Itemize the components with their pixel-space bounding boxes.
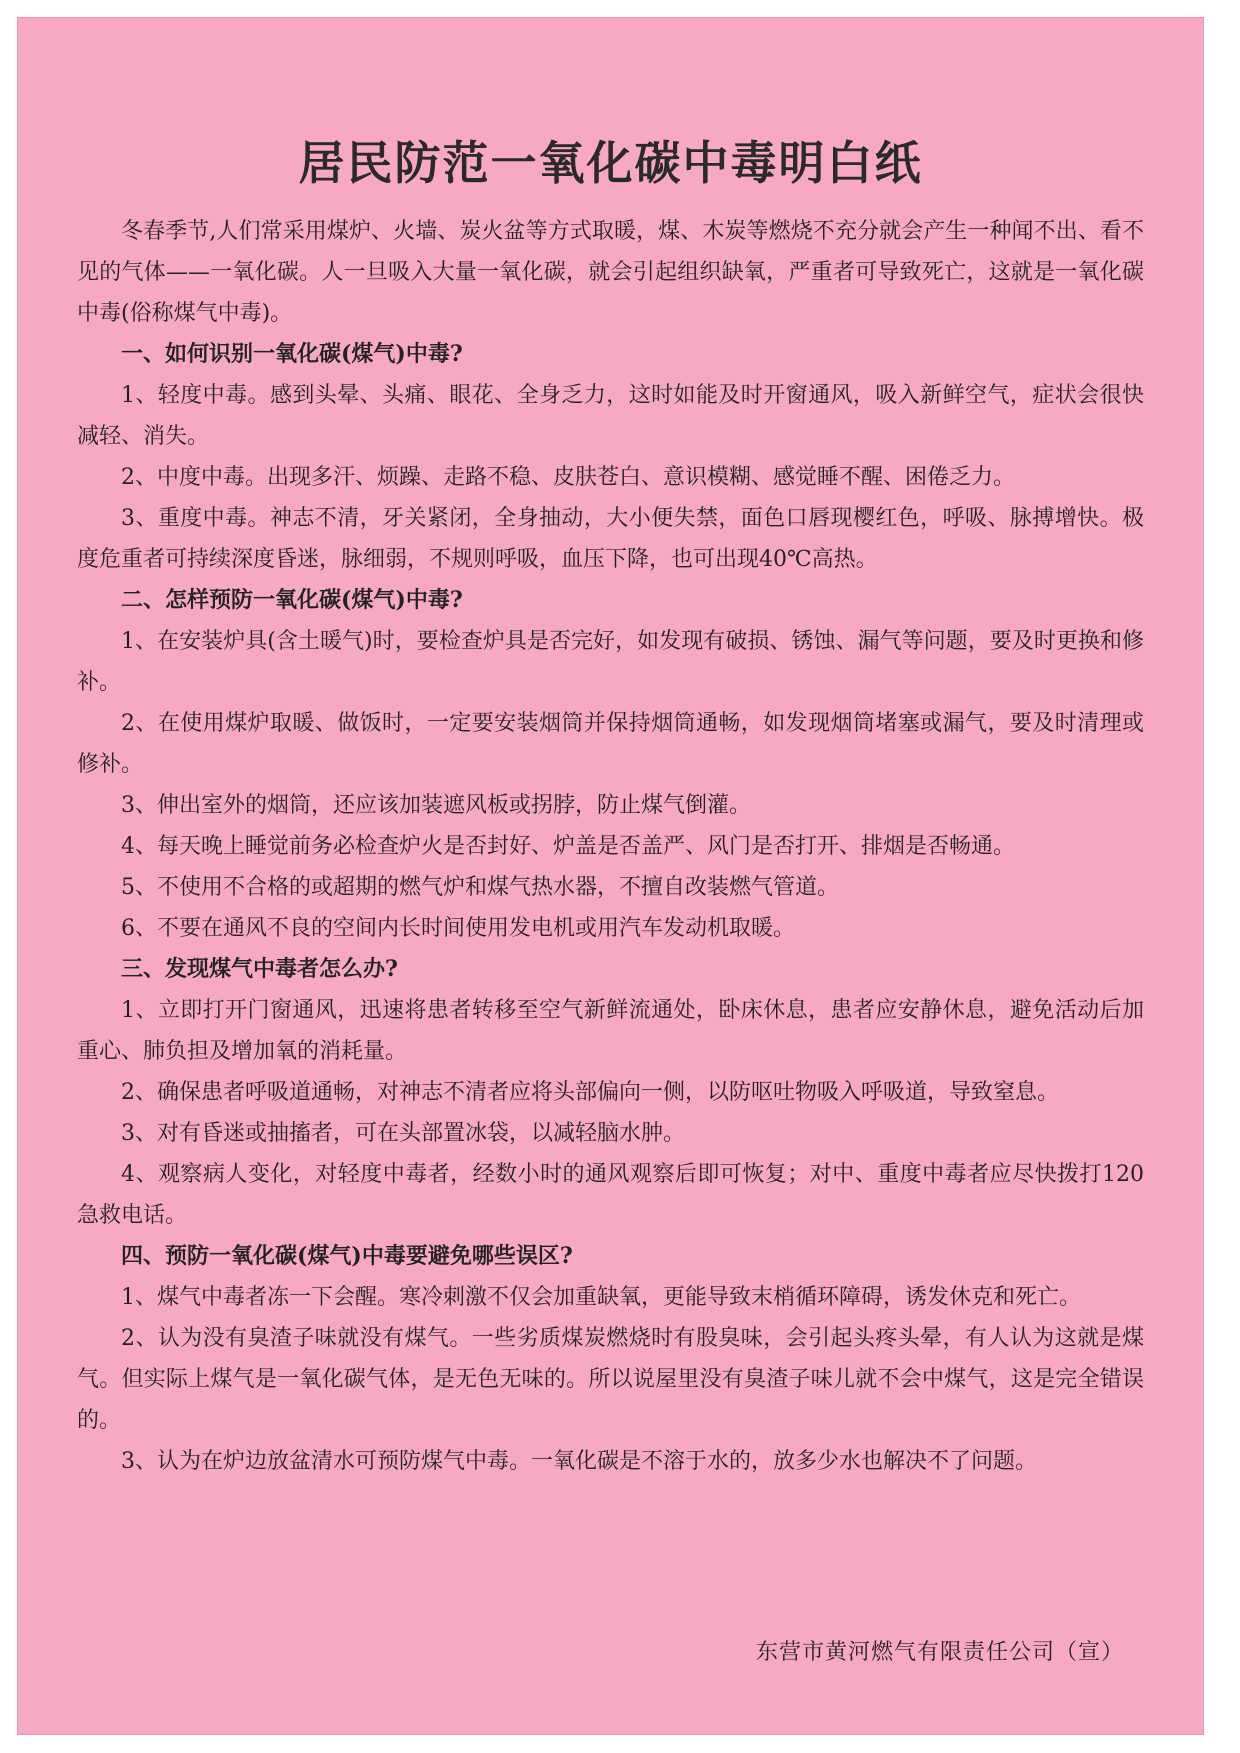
section-4-item: 3、认为在炉边放盆清水可预防煤气中毒。一氧化碳是不溶于水的，放多少水也解决不了问题。: [121, 1449, 1038, 1474]
section-2-item: 2、在使用煤炉取暖、做饭时，一定要安装烟筒并保持烟筒通畅，如发现烟筒堵塞或漏气，要及时清理或修补。: [77, 711, 1144, 777]
section-1-heading: 一、如何识别一氧化碳(煤气)中毒?: [121, 341, 463, 367]
section-4-item: 1、煤气中毒者冻一下会醒。寒冷刺激不仅会加重缺氧，更能导致末梢循环障碍，诱发休克和死亡。: [121, 1285, 1082, 1310]
intro-paragraph: 冬春季节,人们常采用煤炉、火墙、炭火盆等方式取暖，煤、木炭等燃烧不充分就会产生一种闻不出、看不见的气体——一氧化碳。人一旦吸入大量一氧化碳，就会引起组织缺氧，严重者可导致死亡，这就是一氧化碳中毒(俗称煤气中毒)。: [77, 219, 1144, 326]
section-1-item: 3、重度中毒。神志不清，牙关紧闭，全身抽动，大小便失禁，面色口唇现樱红色，呼吸、脉搏增快。极度危重者可持续深度昏迷，脉细弱，不规则呼吸，血压下降，也可出现40℃高热。: [77, 506, 1144, 572]
issuer-signature: 东营市黄河燃气有限责任公司（宣）: [755, 1640, 1124, 1665]
section-4-item: 2、认为没有臭渣子味就没有煤气。一些劣质煤炭燃烧时有股臭味，会引起头疼头晕，有人认为这就是煤气。但实际上煤气是一氧化碳气体，是无色无味的。所以说屋里没有臭渣子味儿就不会中煤气，这是完全错误的。: [77, 1326, 1144, 1433]
section-2-item: 4、每天晚上睡觉前务必检查炉火是否封好、炉盖是否盖严、风门是否打开、排烟是否畅通。: [121, 834, 1016, 859]
section-2-heading: 二、怎样预防一氧化碳(煤气)中毒?: [121, 587, 463, 613]
document-body: [77, 211, 1144, 1482]
section-3-heading: 三、发现煤气中毒者怎么办?: [121, 956, 398, 982]
section-2-item: 1、在安装炉具(含土暖气)时，要检查炉具是否完好，如发现有破损、锈蚀、漏气等问题，要及时更换和修补。: [77, 629, 1144, 695]
section-2-item: 5、不使用不合格的或超期的燃气炉和煤气热水器，不擅自改装燃气管道。: [121, 875, 839, 900]
section-3-item: 4、观察病人变化，对轻度中毒者，经数小时的通风观察后即可恢复；对中、重度中毒者应尽快拨打120急救电话。: [77, 1162, 1144, 1228]
section-2-item: 6、不要在通风不良的空间内长时间使用发电机或用汽车发动机取暖。: [121, 916, 795, 941]
pink-flyer-sheet: [17, 17, 1204, 1735]
section-3-item: 2、确保患者呼吸道通畅，对神志不清者应将头部偏向一侧，以防呕吐物吸入呼吸道，导致窒息。: [121, 1080, 1060, 1105]
section-2-item: 3、伸出室外的烟筒，还应该加装遮风板或拐脖，防止煤气倒灌。: [121, 793, 751, 818]
section-1-item: 2、中度中毒。出现多汗、烦躁、走路不稳、皮肤苍白、意识模糊、感觉睡不醒、困倦乏力。: [121, 465, 1016, 490]
section-1-item: 1、轻度中毒。感到头晕、头痛、眼花、全身乏力，这时如能及时开窗通风，吸入新鲜空气，症状会很快减轻、消失。: [77, 383, 1144, 449]
section-3-item: 3、对有昏迷或抽搐者，可在头部置冰袋，以减轻脑水肿。: [121, 1121, 685, 1146]
section-4-heading: 四、预防一氧化碳(煤气)中毒要避免哪些误区?: [121, 1243, 573, 1269]
page-title: 居民防范一氧化碳中毒明白纸: [298, 136, 923, 190]
section-3-item: 1、立即打开门窗通风，迅速将患者转移至空气新鲜流通处，卧床休息，患者应安静休息，避免活动后加重心、肺负担及增加氧的消耗量。: [77, 998, 1144, 1064]
